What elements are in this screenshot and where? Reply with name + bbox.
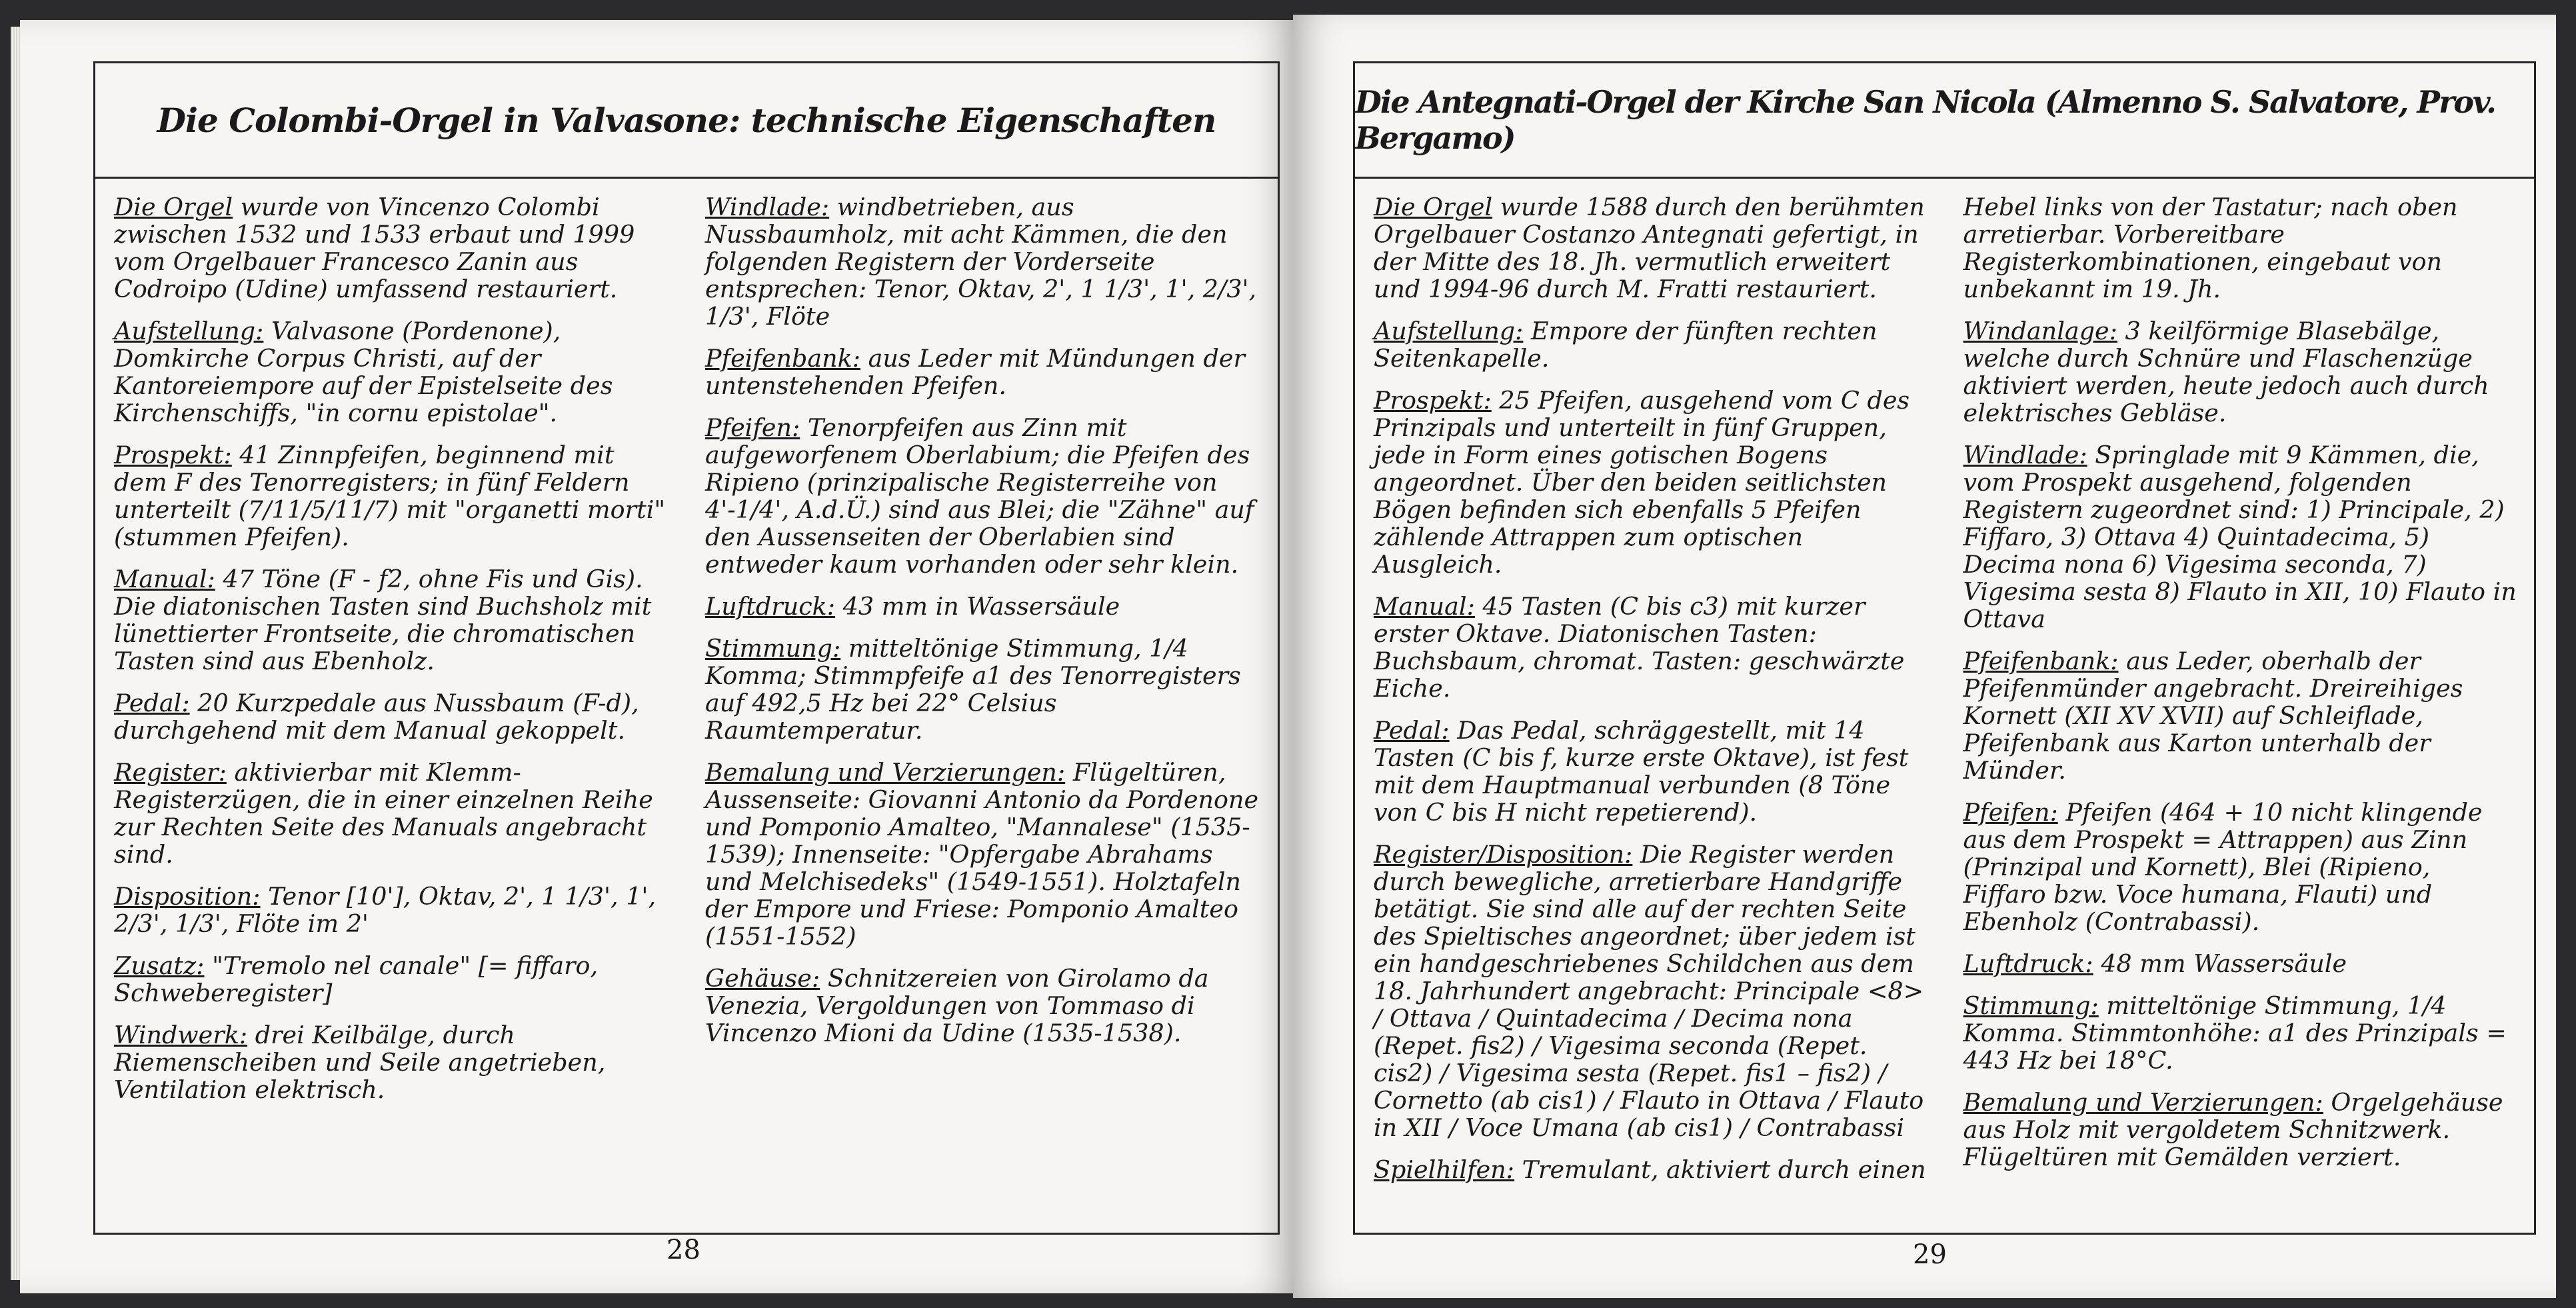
paragraph [114,1021,672,1103]
paragraph-text: mitteltönige Stimmung, 1/4 Komma. Stimmtonhöhe: a1 des Prinzipals = 443 Hz bei 18°C. [1963,991,2507,1075]
paragraph [1374,841,1930,1141]
paragraph-text: Flügeltüren, Aussenseite: Giovanni Antonio da Pordenone und Pomponio Amalteo, "Mannalese" (1535-1539); Innenseite: "Opfergabe Abrahams und Melchisedeks" (1549-1551). Holztafeln der Empore und Friese: Pomponio Amalteo (1551-1552) [705,758,1259,951]
paragraph [114,193,672,303]
paragraph-label: Zusatz: [114,951,205,980]
paragraph-label: Stimmung: [1963,991,2099,1020]
paragraph-label: Prospekt: [114,441,232,469]
paragraph [114,952,672,1007]
paragraph-text: 3 keilförmige Blasebälge, welche durch Schnüre und Flaschenzüge aktiviert werden, heute jedoch auch durch elektrisches Gebläse. [1963,317,2489,427]
paragraph-text: windbetrieben, aus Nussbaumholz, mit acht Kämmen, die den folgenden Registern der Vorderseite entsprechen: Tenor, Oktav, 2', 1 1/3', 1', 2/3', 1/3', Flöte [705,193,1257,331]
paragraph-label: Windlade: [705,193,830,221]
paragraph [705,414,1263,578]
paragraph-label: Manual: [1374,592,1475,621]
paragraph [1374,317,1930,372]
paragraph [1374,1156,1930,1183]
paragraph-label: Pfeifen: [705,413,800,442]
paragraph-label: Stimmung: [705,634,841,663]
paragraph-text: aktivierbar mit Klemm-Registerzügen, die in einer einzelnen Reihe zur Rechten Seite des Manuals angebracht sind. [114,758,653,869]
paragraph-text: 45 Tasten (C bis c3) mit kurzer erster Oktave. Diatonischen Tasten: Buchsbaum, chromat. Tasten: geschwärzte Eiche. [1374,592,1905,703]
paragraph-label: Windwerk: [114,1021,248,1049]
paragraph-text: Das Pedal, schräggestellt, mit 14 Tasten (C bis f, kurze erste Oktave), ist fest mit dem Hauptmanual verbunden (8 Töne von C bis H nicht repetierend). [1374,716,1909,827]
paragraph [705,193,1263,330]
paragraph-text: Empore der fünften rechten Seitenkapelle. [1374,317,1878,373]
paragraph [1963,193,2520,303]
paragraph [1963,799,2520,935]
paragraph [114,689,672,744]
paragraph-label: Bemalung und Verzierungen: [705,758,1066,787]
paragraph-label: Pfeifen: [1963,798,2058,827]
paragraph-label: Spielhilfen: [1374,1155,1515,1184]
paragraph-label: Pfeifenbank: [1963,647,2119,675]
paragraph [705,759,1263,950]
right-column-1 [1374,193,1930,1198]
paragraph [1374,387,1930,578]
paragraph-text: Tremulant, aktiviert durch einen [1514,1155,1926,1184]
paragraph-text: aus Leder mit Mündungen der untenstehenden Pfeifen. [705,344,1245,400]
paragraph-label: Register: [114,758,227,787]
left-page-frame [93,61,1280,1235]
paragraph [705,965,1263,1047]
paragraph-label: Die Orgel [114,193,233,221]
paragraph [705,635,1263,744]
paragraph [1963,647,2520,784]
paragraph [1374,593,1930,702]
paragraph [1374,717,1930,826]
paragraph-text: Tenorpfeifen aus Zinn mit aufgeworfenem Oberlabium; die Pfeifen des Ripieno (prinzipalische Registerreihe von 4'-1/4', A.d.Ü.) sind aus Blei; die "Zähne" auf den Aussenseiten der Oberlabien sind entweder kaum vorhanden oder sehr klein. [705,413,1254,579]
paragraph-label: Pfeifenbank: [705,344,861,373]
right-page-number: 29 [1913,1239,1947,1270]
paragraph-text: Hebel links von der Tastatur; nach oben arretierbar. Vorbereitbare Registerkombinationen, eingebaut von unbekannt im 19. Jh. [1963,193,2458,303]
paragraph [114,565,672,675]
right-page-frame [1353,61,2536,1235]
paragraph [1963,317,2520,427]
paragraph [1963,950,2520,977]
paragraph-label: Pedal: [1374,716,1450,745]
paragraph-text: 48 mm Wassersäule [2093,949,2347,978]
paragraph-label: Aufstellung: [1374,317,1524,345]
paragraph-text: Springlade mit 9 Kämmen, die, vom Prospekt ausgehend, folgenden Registern zugeordnet sind: 1) Principale, 2) Fiffaro, 3) Ottava 4) Quintadecima, 5) Decima nona 6) Vigesima seconda, 7) Vigesima sesta 8) Flauto in XII, 10) Flauto in Ottava [1963,441,2517,633]
paragraph-label: Disposition: [114,882,261,911]
paragraph-text: Tenor [10'], Oktav, 2', 1 1/3', 1', 2/3', 1/3', Flöte im 2' [114,882,656,938]
paragraph [114,759,672,868]
paragraph-label: Gehäuse: [705,964,820,993]
paragraph [114,441,672,551]
paragraph-label: Register/Disposition: [1374,840,1633,869]
paragraph-text: wurde von Vincenzo Colombi zwischen 1532 und 1533 erbaut und 1999 vom Orgelbauer Francesco Zanin aus Codroipo (Udine) umfassend restauriert. [114,193,635,303]
paragraph-label: Die Orgel [1374,193,1493,221]
paragraph-text: 20 Kurzpedale aus Nussbaum (F-d), durchgehend mit dem Manual gekoppelt. [114,689,639,745]
paragraph-text: Orgelgehäuse aus Holz mit vergoldetem Schnitzwerk. Flügeltüren mit Gemälden verziert. [1963,1088,2503,1171]
paragraph-label: Aufstellung: [114,317,264,345]
left-page-number: 28 [666,1235,700,1265]
paragraph [1963,441,2520,633]
paragraph-label: Windlade: [1963,441,2087,469]
paragraph-text: 41 Zinnpfeifen, beginnend mit dem F des Tenorregisters; in fünf Feldern unterteilt (7/11/5/11/7) mit "organetti morti" (stummen Pfeifen). [114,441,666,551]
paragraph-label: Luftdruck: [705,592,836,621]
paragraph [114,317,672,427]
paragraph-text: 47 Töne (F - f2, ohne Fis und Gis). Die diatonischen Tasten sind Buchsholz mit lünettierter Frontseite, die chromatischen Tasten sind aus Ebenholz. [114,565,652,675]
paragraph-label: Pedal: [114,689,190,717]
paragraph-text: 25 Pfeifen, ausgehend vom C des Prinzipals und unterteilt in fünf Gruppen, jede in Form eines gotischen Bogens angeordnet. Über den beiden seitlichsten Bögen befinden sich ebenfalls 5 Pfeifen zählende Attrappen zum optischen Ausgleich. [1374,386,1910,579]
right-page [1293,15,2556,1298]
left-page [20,20,1293,1293]
right-column-2 [1963,193,2520,1198]
right-page-columns [1374,193,2519,1198]
paragraph-text: aus Leder, oberhalb der Pfeifenmünder angebracht. Dreireihiges Kornett (XII XV XVII) auf Schleiflade, Pfeifenbank aus Karton unterhalb der Münder. [1963,647,2463,785]
paragraph-label: Manual: [114,565,215,593]
paragraph-text: wurde 1588 durch den berühmten Orgelbauer Costanzo Antegnati gefertigt, in der Mitte des 18. Jh. vermutlich erweitert und 1994-96 durch M. Fratti restauriert. [1374,193,1925,303]
paragraph-text: mitteltönige Stimmung, 1/4 Komma; Stimmpfeife a1 des Tenorregisters auf 492,5 Hz bei 22° Celsius Raumtemperatur. [705,634,1241,745]
paragraph-text: "Tremolo nel canale" [= fiffaro, Schweberegister] [114,951,599,1007]
paragraph-label: Windanlage: [1963,317,2117,345]
left-page-columns [114,193,1263,1118]
paragraph [705,345,1263,399]
paragraph-text: Schnitzereien von Girolamo da Venezia, Vergoldungen von Tommaso di Vincenzo Mioni da Udine (1535-1538). [705,964,1209,1047]
paragraph-text: Die Register werden durch bewegliche, arretierbare Handgriffe betätigt. Sie sind alle auf der rechten Seite des Spieltisches angeordnet; über jedem ist ein handgeschriebenes Schildchen aus dem 18. Jahrhundert angebracht: Principale <8> / Ottava / Quintadecima / Decima nona (Repet. fis2) / Vigesima seconda (Repet. cis2) / Vigesima sesta (Repet. fis1 – fis2) / Cornetto (ab cis1) / Flauto in Ottava / Flauto in XII / Voce Umana (ab cis1) / Contrabassi [1374,840,1924,1142]
paragraph-label: Prospekt: [1374,386,1492,415]
paragraph [1963,1089,2520,1171]
paragraph [1963,992,2520,1074]
paragraph-label: Luftdruck: [1963,949,2093,978]
paragraph [705,593,1263,620]
paragraph-text: Pfeifen (464 + 10 nicht klingende aus dem Prospekt = Attrappen) aus Zinn (Prinzipal und Kornett), Blei (Ripieno, Fiffaro bzw. Voce humana, Flauti) und Ebenholz (Contrabassi). [1963,798,2483,936]
paragraph-label: Bemalung und Verzierungen: [1963,1088,2323,1117]
paragraph [1374,193,1930,303]
left-page-title: Die Colombi-Orgel in Valvasone: technische Eigenschaften [95,63,1278,179]
left-column-1 [114,193,672,1118]
paragraph [114,883,672,937]
right-page-title: Die Antegnati-Orgel der Kirche San Nicola (Almenno S. Salvatore, Prov. Bergamo) [1355,63,2534,179]
paragraph-text: Valvasone (Pordenone), Domkirche Corpus Christi, auf der Kantoreiempore auf der Epistelseite des Kirchenschiffs, "in cornu epistolae". [114,317,613,427]
paragraph-text: 43 mm in Wassersäule [835,592,1120,621]
paragraph-text: drei Keilbälge, durch Riemenscheiben und Seile angetrieben, Ventilation elektrisch. [114,1021,606,1104]
left-column-2 [705,193,1263,1118]
